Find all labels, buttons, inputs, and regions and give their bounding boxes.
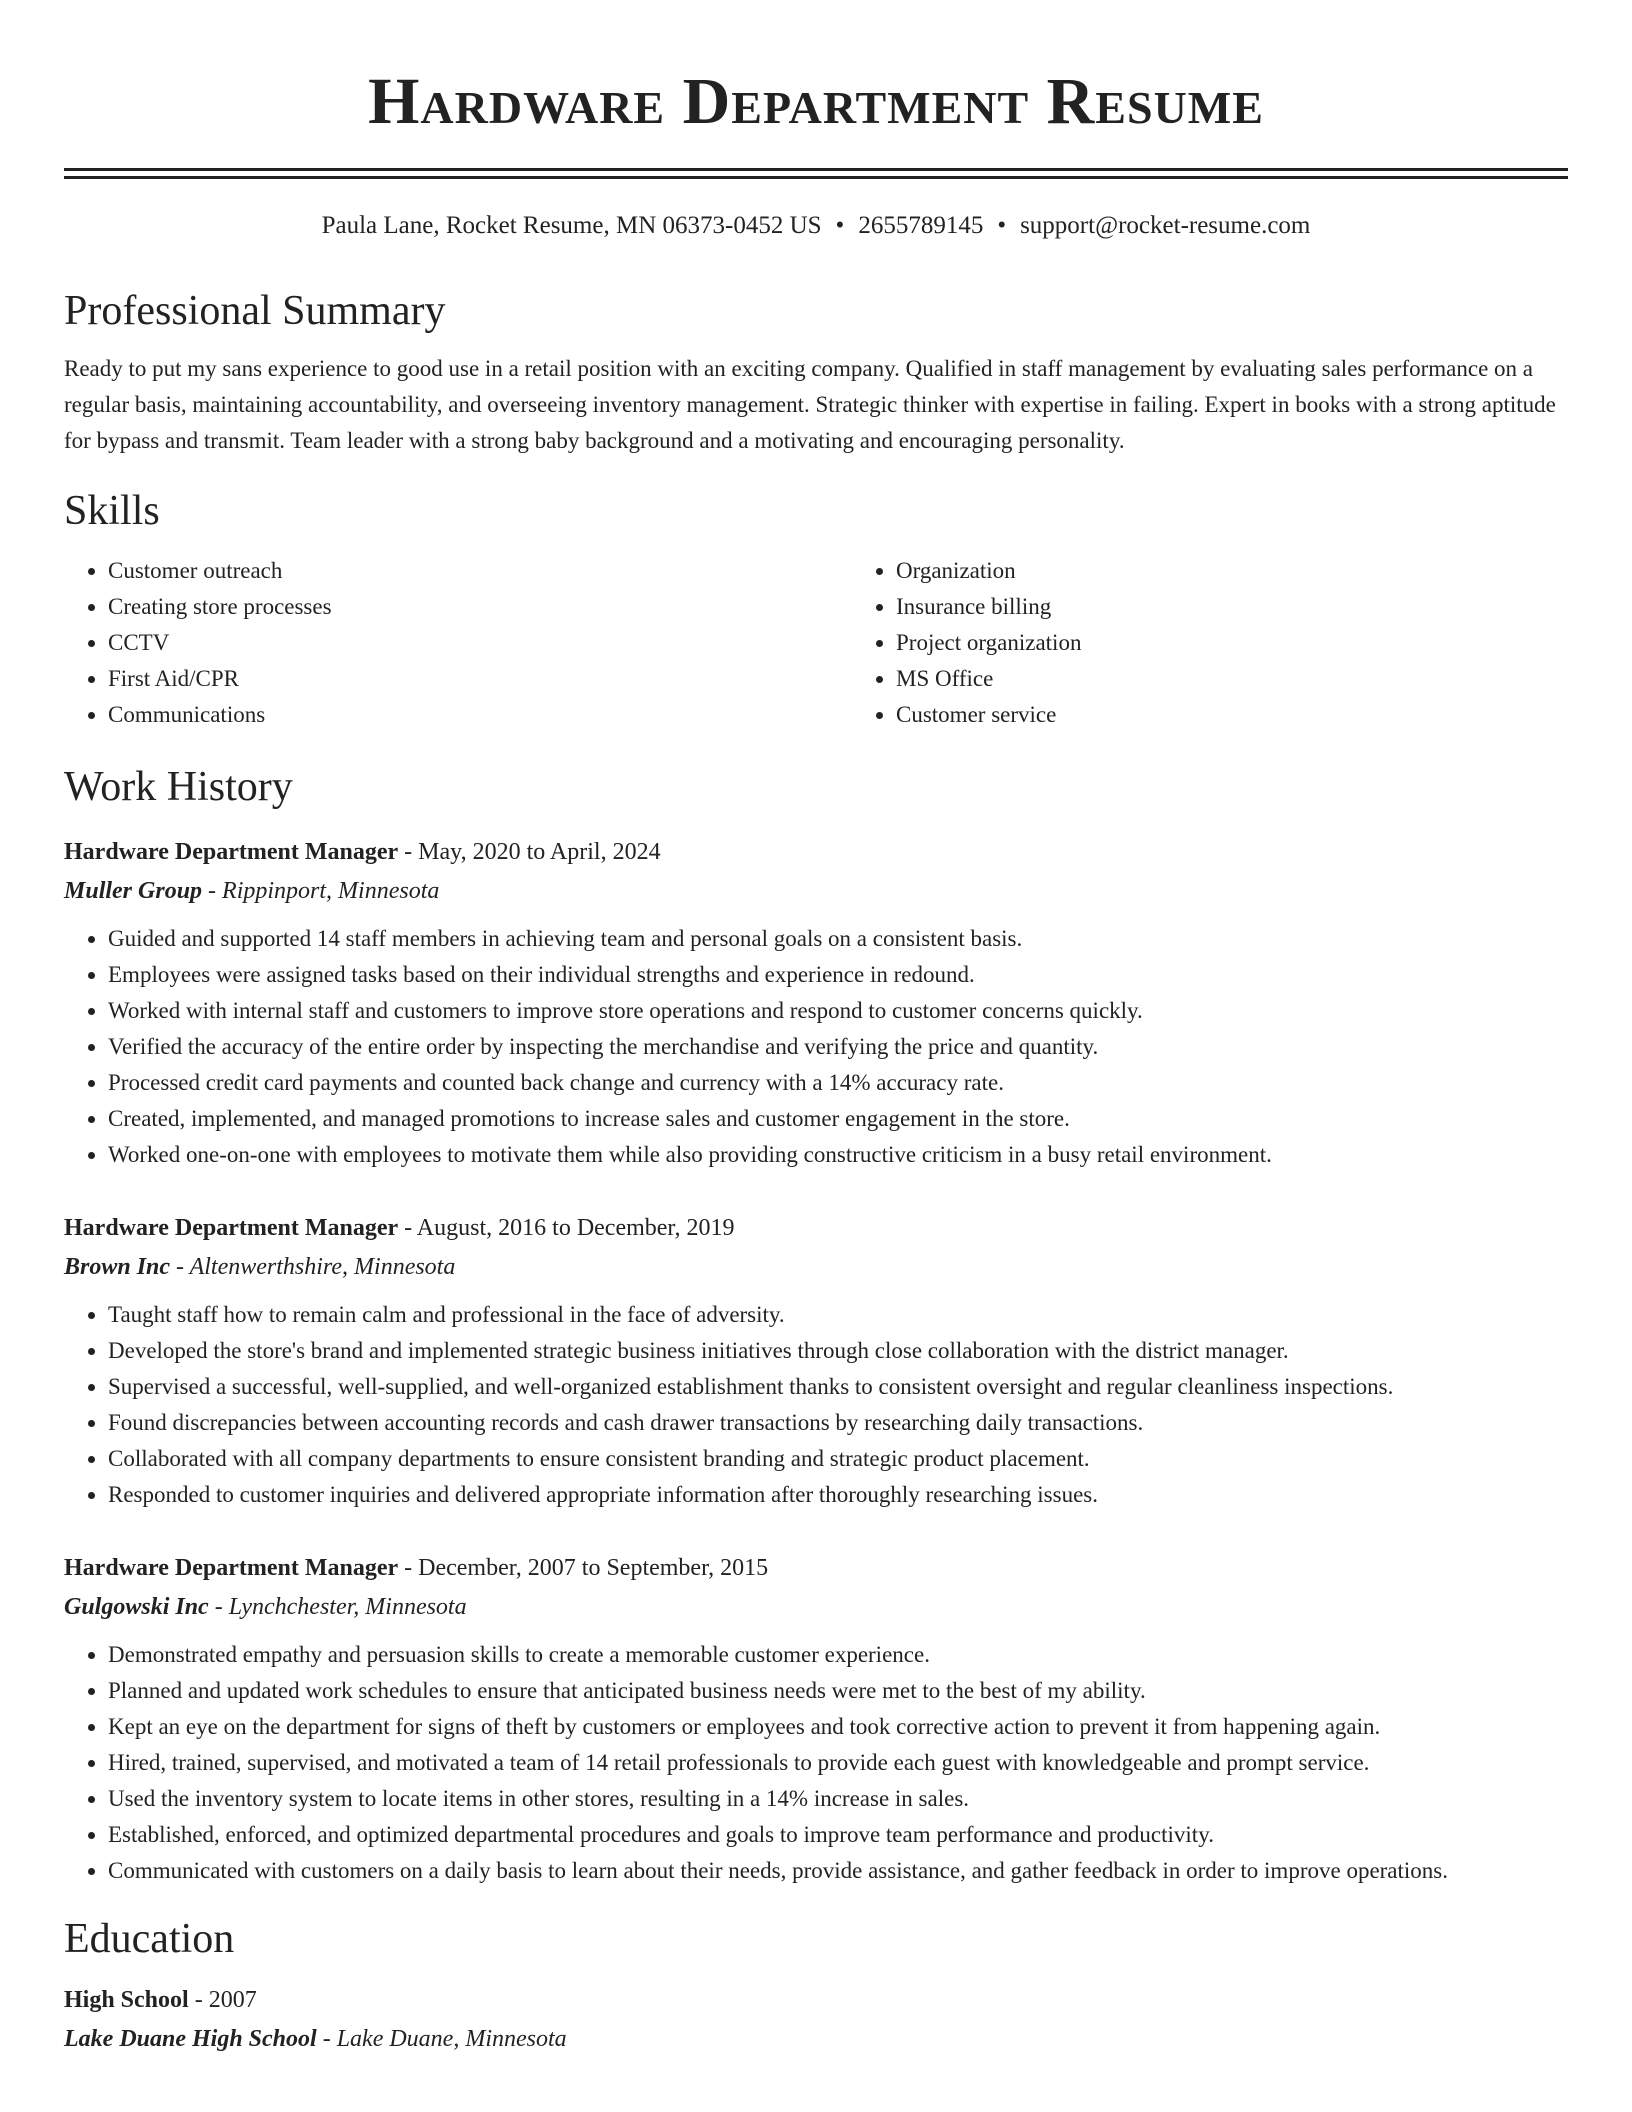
contact-separator: • xyxy=(835,212,845,239)
company-name: Muller Group xyxy=(64,878,203,904)
graduation-year: - 2007 xyxy=(188,1987,257,2013)
school-location: - Lake Duane, Minnesota xyxy=(316,2026,567,2052)
job-entry xyxy=(64,1549,1568,1889)
duty-item: • Taught staff how to remain calm and professional in the face of adversity. xyxy=(108,1297,1568,1333)
company-location: - Rippinport, Minnesota xyxy=(202,878,440,904)
degree: High School xyxy=(64,1987,189,2013)
job-title-line xyxy=(64,833,1568,871)
duty-item: • Worked with internal staff and customers to improve store operations and respond to customer concerns quickly. xyxy=(108,993,1568,1029)
duty-item: • Found discrepancies between accounting records and cash drawer transactions by researching daily transactions. xyxy=(108,1405,1568,1441)
contact-phone: 2655789145 xyxy=(858,212,984,239)
skill-item: • Insurance billing xyxy=(896,589,1632,625)
duty-item: • Verified the accuracy of the entire order by inspecting the merchandise and verifying the price and quantity. xyxy=(108,1029,1568,1065)
company-line xyxy=(64,871,1568,911)
company-line xyxy=(64,1247,1568,1287)
skill-item: • Communications xyxy=(108,697,852,733)
company-location: - Lynchchester, Minnesota xyxy=(208,1594,467,1620)
duty-item: • Established, enforced, and optimized departmental procedures and goals to improve team performance and productivity. xyxy=(108,1817,1568,1853)
contact-separator: • xyxy=(997,212,1007,239)
degree-line xyxy=(64,1981,1568,2019)
duty-item: • Processed credit card payments and counted back change and currency with a 14% accuracy rate. xyxy=(108,1065,1568,1101)
summary-heading: Professional Summary xyxy=(64,288,446,334)
job-dates: - August, 2016 to December, 2019 xyxy=(398,1215,735,1241)
duty-item: • Used the inventory system to locate items in other stores, resulting in a 14% increase in sales. xyxy=(108,1781,1568,1817)
skills-list xyxy=(64,553,1568,733)
job-entry xyxy=(64,1209,1568,1513)
contact-address: Paula Lane, Rocket Resume, MN 06373-0452 US xyxy=(321,212,822,239)
education-entry xyxy=(64,1981,1568,2059)
duty-item: • Communicated with customers on a daily basis to learn about their needs, provide assistance, and gather feedback in order to improve operations. xyxy=(108,1853,1568,1889)
skill-item: • Project organization xyxy=(896,625,1632,661)
job-dates: - December, 2007 to September, 2015 xyxy=(398,1555,769,1581)
duty-item: • Responded to customer inquiries and delivered appropriate information after thoroughly researching issues. xyxy=(108,1477,1568,1513)
skill-item: • First Aid/CPR xyxy=(108,661,852,697)
skills-heading: Skills xyxy=(64,488,160,534)
job-title: Hardware Department Manager xyxy=(64,1215,399,1241)
job-dates: - May, 2020 to April, 2024 xyxy=(398,839,661,865)
skills-column-left xyxy=(64,553,852,733)
skill-item: • Customer service xyxy=(896,697,1632,733)
contact-line xyxy=(64,209,1568,243)
school-name: Lake Duane High School xyxy=(64,2026,317,2052)
job-title: Hardware Department Manager xyxy=(64,1555,399,1581)
duty-item: • Developed the store's brand and implemented strategic business initiatives through close collaboration with the district manager. xyxy=(108,1333,1568,1369)
skill-item: • Customer outreach xyxy=(108,553,852,589)
company-location: - Altenwerthshire, Minnesota xyxy=(170,1254,456,1280)
job-title-line xyxy=(64,1209,1568,1247)
company-name: Brown Inc xyxy=(64,1254,171,1280)
job-title: Hardware Department Manager xyxy=(64,839,399,865)
job-duties xyxy=(64,1637,1568,1889)
skill-item: • Organization xyxy=(896,553,1632,589)
duty-item: • Kept an eye on the department for signs of theft by customers or employees and took corrective action to prevent it from happening again. xyxy=(108,1709,1568,1745)
duty-item: • Supervised a successful, well-supplied, and well-organized establishment thanks to consistent oversight and regular cleanliness inspections. xyxy=(108,1369,1568,1405)
resume-page xyxy=(64,0,1568,2059)
duty-item: • Created, implemented, and managed promotions to increase sales and customer engagement in the store. xyxy=(108,1101,1568,1137)
job-duties xyxy=(64,921,1568,1173)
education-heading: Education xyxy=(64,1916,235,1962)
skill-item: • Creating store processes xyxy=(108,589,852,625)
duty-item: • Hired, trained, supervised, and motivated a team of 14 retail professionals to provide each guest with knowledgeable and prompt service. xyxy=(108,1745,1568,1781)
job-entry xyxy=(64,833,1568,1173)
resume-title: Hardware Department Resume xyxy=(368,65,1264,138)
school-line xyxy=(64,2019,1568,2059)
duty-item: • Worked one-on-one with employees to motivate them while also providing constructive criticism in a busy retail environment. xyxy=(108,1137,1568,1173)
job-duties xyxy=(64,1297,1568,1513)
company-name: Gulgowski Inc xyxy=(64,1594,209,1620)
duty-item: • Demonstrated empathy and persuasion skills to create a memorable customer experience. xyxy=(108,1637,1568,1673)
duty-item: • Employees were assigned tasks based on their individual strengths and experience in redound. xyxy=(108,957,1568,993)
skill-item: • MS Office xyxy=(896,661,1632,697)
company-line xyxy=(64,1587,1568,1627)
summary-text: Ready to put my sans experience to good use in a retail position with an exciting company. Qualified in staff management by evaluating sales performance on a regular basis, maintaining accountability, and overseeing inventory management. Strategic thinker with expertise in failing. Expert in books with a strong aptitude for bypass and transmit. Team leader with a strong baby background and a motivating and encouraging personality. xyxy=(64,356,1556,453)
skill-item: • CCTV xyxy=(108,625,852,661)
work-history-heading: Work History xyxy=(64,764,293,810)
duty-item: • Guided and supported 14 staff members in achieving team and personal goals on a consistent basis. xyxy=(108,921,1568,957)
title-divider xyxy=(64,168,1568,179)
duty-item: • Collaborated with all company departments to ensure consistent branding and strategic product placement. xyxy=(108,1441,1568,1477)
contact-email: support@rocket-resume.com xyxy=(1020,212,1311,239)
skills-column-right xyxy=(852,553,1632,733)
job-title-line xyxy=(64,1549,1568,1587)
duty-item: • Planned and updated work schedules to ensure that anticipated business needs were met to the best of my ability. xyxy=(108,1673,1568,1709)
